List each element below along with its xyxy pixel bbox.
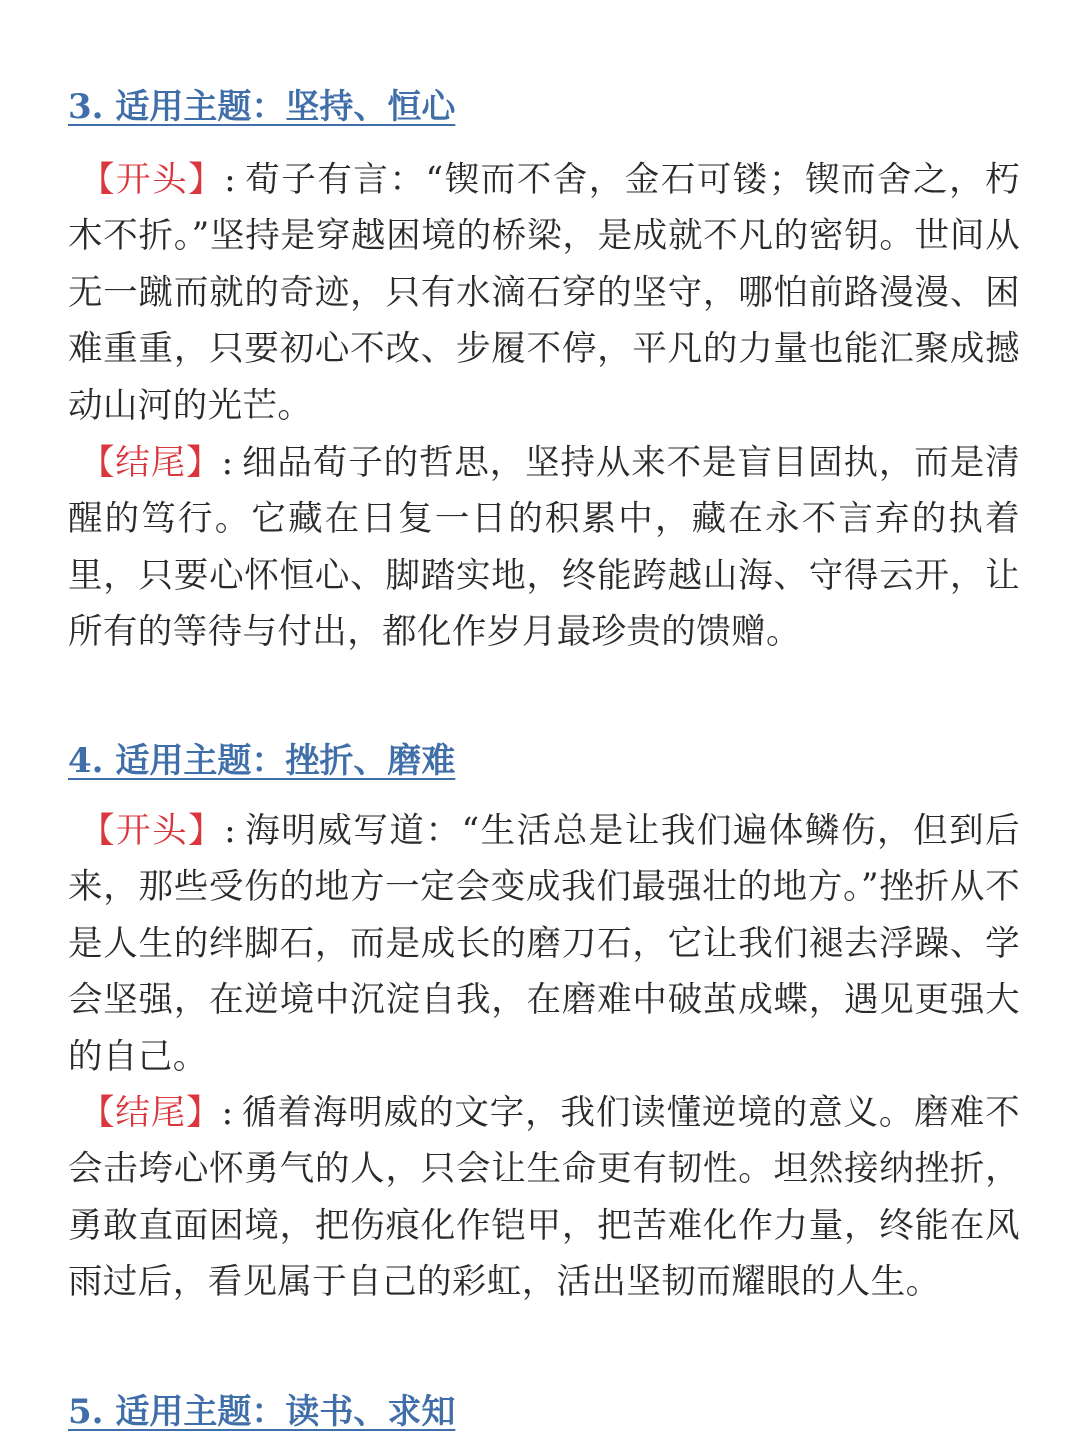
ending-text: 细品荀子的哲思，坚持从来不是盲目固执，而是清醒的笃行。它藏在日复一日的积累中，藏在永不言弃的执着里，只要心怀恒心、脚踏实地，终能跨越山海、守得云开，让所有的等待与付出，都化作岁月最珍贵的馈赠。: [68, 443, 1020, 653]
ending-paragraph-4: 【结尾】: 循着海明威的文字，我们读懂逆境的意义。磨难不会击垮心怀勇气的人，只会让生命更有韧性。坦然接纳挫折，勇敢直面困境，把伤痕化作铠甲，把苦难化作力量，终能在风雨过后，看见属于自己的彩虹，活出坚韧而耀眼的人生。: [68, 1093, 1020, 1303]
opening-tag: 【开头】: [80, 160, 225, 200]
ending-paragraph-3: 【结尾】: 细品荀子的哲思，坚持从来不是盲目固执，而是清醒的笃行。它藏在日复一日的积累中，藏在永不言弃的执着里，只要心怀恒心、脚踏实地，终能跨越山海、守得云开，让所有的等待与付出，都化作岁月最珍贵的馈赠。: [68, 443, 1020, 653]
opening-text: 荀子有言：“锲而不舍，金石可镂；锲而舍之，朽木不折。”坚持是穿越困境的桥梁，是成就不凡的密钥。世间从无一蹴而就的奇迹，只有水滴石穿的坚守，哪怕前路漫漫、困难重重，只要初心不改、步履不停，平凡的力量也能汇聚成撼动山河的光芒。: [68, 160, 1021, 426]
opening-tag: 【开头】: [80, 811, 225, 851]
ending-tag: 【结尾】: [80, 1093, 222, 1133]
opening-paragraph-4: 【开头】: 海明威写道：“生活总是让我们遍体鳞伤，但到后来，那些受伤的地方一定会变成我们最强壮的地方。”挫折从不是人生的绊脚石，而是成长的磨刀石，它让我们褪去浮躁、学会坚强，在逆境中沉淀自我，在磨难中破茧成蝶，遇见更强大的自己。: [68, 811, 1021, 1077]
ending-tag: 【结尾】: [80, 443, 222, 483]
section-heading-4: 4. 适用主题：挫折、磨难: [68, 741, 456, 781]
ending-text: 循着海明威的文字，我们读懂逆境的意义。磨难不会击垮心怀勇气的人，只会让生命更有韧性。坦然接纳挫折，勇敢直面困境，把伤痕化作铠甲，把苦难化作力量，终能在风雨过后，看见属于自己的彩虹，活出坚韧而耀眼的人生。: [68, 1093, 1020, 1303]
opening-text: 海明威写道：“生活总是让我们遍体鳞伤，但到后来，那些受伤的地方一定会变成我们最强壮的地方。”挫折从不是人生的绊脚石，而是成长的磨刀石，它让我们褪去浮躁、学会坚强，在逆境中沉淀自我，在磨难中破茧成蝶，遇见更强大的自己。: [68, 811, 1021, 1077]
section-heading-3: 3. 适用主题：坚持、恒心: [68, 87, 456, 127]
section-heading-5: 5. 适用主题：读书、求知: [68, 1392, 456, 1432]
opening-paragraph-3: 【开头】: 荀子有言：“锲而不舍，金石可镂；锲而舍之，朽木不折。”坚持是穿越困境的桥梁，是成就不凡的密钥。世间从无一蹴而就的奇迹，只有水滴石穿的坚守，哪怕前路漫漫、困难重重，只要初心不改、步履不停，平凡的力量也能汇聚成撼动山河的光芒。: [68, 160, 1021, 426]
